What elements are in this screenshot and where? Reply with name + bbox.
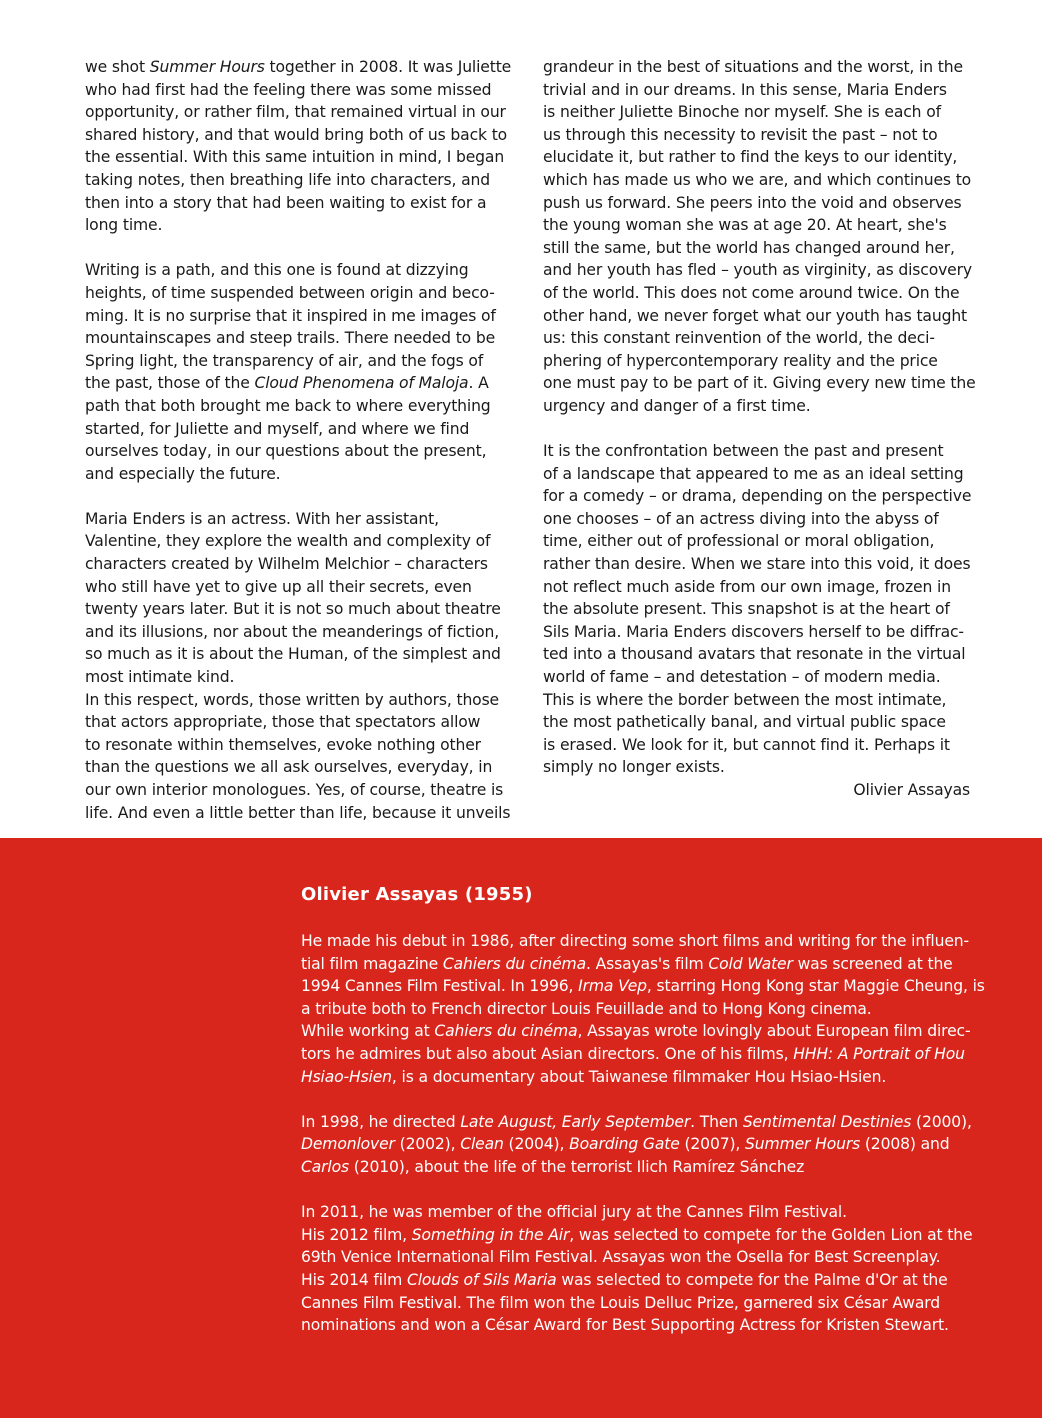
text-line: one chooses – of an actress diving into the abyss of bbox=[543, 509, 939, 528]
italic-title: Clouds of Sils Maria bbox=[406, 1270, 557, 1289]
italic-title: Late August, Early September bbox=[460, 1112, 691, 1131]
text-line: still the same, but the world has changed around her, bbox=[543, 238, 955, 257]
italic-title: Something in the Air bbox=[411, 1225, 570, 1244]
text-line: Cannes Film Festival. The film won the Louis Delluc Prize, garnered six César Award bbox=[301, 1293, 940, 1312]
text-line: tial film magazine Cahiers du cinéma. Assayas's film Cold Water was screened at the bbox=[301, 954, 953, 973]
text-line: a tribute both to French director Louis Feuillade and to Hong Kong cinema. bbox=[301, 999, 872, 1018]
text-line: we shot Summer Hours together in 2008. It was Juliette bbox=[85, 58, 512, 76]
italic-title: Carlos bbox=[301, 1157, 349, 1176]
text-line: started, for Juliette and myself, and where we find bbox=[85, 419, 470, 438]
text-line: In 2011, he was member of the official jury at the Cannes Film Festival. bbox=[301, 1203, 847, 1222]
text-line: In this respect, words, those written by authors, those bbox=[85, 690, 499, 709]
text-line: mountainscapes and steep trails. There needed to be bbox=[85, 329, 496, 348]
text-line: nominations and won a César Award for Best Supporting Actress for Kristen Stewart. bbox=[301, 1316, 949, 1335]
text-line: ted into a thousand avatars that resonate in the virtual bbox=[543, 645, 966, 664]
italic-title: Demonlover bbox=[301, 1135, 395, 1154]
text-line: our own interior monologues. Yes, of course, theatre is bbox=[85, 781, 504, 799]
text-line: and her youth has fled – youth as virginity, as discovery bbox=[543, 261, 972, 280]
text-line: While working at Cahiers du cinéma, Assayas wrote lovingly about European film direc- bbox=[301, 1022, 971, 1041]
text-line: Spring light, the transparency of air, and the fogs of bbox=[85, 351, 484, 370]
text-line: Sils Maria. Maria Enders discovers herself to be diffrac- bbox=[543, 622, 964, 641]
text-line: Carlos (2010), about the life of the terrorist Ilich Ramírez Sánchez bbox=[301, 1157, 805, 1176]
text-line: path that both brought me back to where everything bbox=[85, 396, 491, 415]
italic-title: Cold Water bbox=[708, 954, 793, 973]
text-line: It is the confrontation between the past and present bbox=[543, 442, 944, 461]
italic-title: Summer Hours bbox=[745, 1135, 861, 1154]
text-line: time, either out of professional or moral obligation, bbox=[543, 532, 935, 551]
text-line: taking notes, then breathing life into characters, and bbox=[85, 170, 491, 189]
text-line: us through this necessity to revisit the past – not to bbox=[543, 125, 938, 144]
text-line: of a landscape that appeared to me as an ideal setting bbox=[543, 464, 964, 483]
text-line: trivial and in our dreams. In this sense, Maria Enders bbox=[543, 80, 947, 99]
left-text-column bbox=[85, 56, 517, 824]
text-line: who had first had the feeling there was some missed bbox=[85, 80, 492, 99]
text-line: not reflect much aside from our own image, frozen in bbox=[543, 577, 951, 596]
text-line: Valentine, they explore the wealth and complexity of bbox=[85, 532, 491, 551]
italic-title: Summer Hours bbox=[149, 58, 265, 76]
text-line: 1994 Cannes Film Festival. In 1996, Irma Vep, starring Hong Kong star Maggie Cheung, is bbox=[301, 977, 985, 996]
text-line: which has made us who we are, and which continues to bbox=[543, 170, 972, 189]
italic-title: Sentimental Destinies bbox=[742, 1112, 912, 1131]
text-line: twenty years later. But it is not so much about theatre bbox=[85, 600, 501, 619]
text-line: opportunity, or rather film, that remained virtual in our bbox=[85, 103, 506, 122]
text-line: one must pay to be part of it. Giving every new time the bbox=[543, 374, 976, 393]
text-line: tors he admires but also about Asian directors. One of his films, HHH: A Portrait of Hou bbox=[301, 1044, 965, 1063]
text-line: us: this constant reinvention of the world, the deci- bbox=[543, 329, 935, 348]
text-line: the absolute present. This snapshot is at the heart of bbox=[543, 600, 950, 619]
text-line: ourselves today, in our questions about the present, bbox=[85, 442, 487, 461]
text-line: is erased. We look for it, but cannot find it. Perhaps it bbox=[543, 735, 950, 754]
text-line: other hand, we never forget what our youth has taught bbox=[543, 306, 968, 325]
text-line: elucidate it, but rather to find the keys to our identity, bbox=[543, 148, 958, 167]
text-line: In 1998, he directed Late August, Early September. Then Sentimental Destinies (2000), bbox=[301, 1112, 972, 1131]
italic-title: Boarding Gate bbox=[569, 1135, 680, 1154]
text-line: and its illusions, nor about the meanderings of fiction, bbox=[85, 622, 500, 641]
paragraph bbox=[543, 56, 975, 418]
text-line: 69th Venice International Film Festival. Assayas won the Osella for Best Screenplay. bbox=[301, 1248, 941, 1267]
paragraph bbox=[85, 56, 517, 237]
italic-title: HHH: A Portrait of Hou bbox=[793, 1044, 965, 1063]
paragraph bbox=[543, 440, 975, 779]
text-line: of the world. This does not come around twice. On the bbox=[543, 283, 960, 302]
text-line: simply no longer exists. bbox=[543, 758, 725, 777]
text-line: This is where the border between the most intimate, bbox=[543, 690, 947, 709]
text-line: Hsiao-Hsien, is a documentary about Taiwanese filmmaker Hou Hsiao-Hsien. bbox=[301, 1067, 887, 1086]
text-line: for a comedy – or drama, depending on the perspective bbox=[543, 487, 972, 506]
text-line: so much as it is about the Human, of the simplest and bbox=[85, 645, 501, 664]
text-line: phering of hypercontemporary reality and the price bbox=[543, 351, 938, 370]
italic-title: Cahiers du cinéma bbox=[434, 1022, 578, 1041]
biography-text bbox=[301, 930, 985, 1337]
text-line: and especially the future. bbox=[85, 464, 281, 483]
text-line: shared history, and that would bring both of us back to bbox=[85, 125, 508, 144]
text-line: is neither Juliette Binoche nor myself. She is each of bbox=[543, 103, 941, 122]
text-line: heights, of time suspended between origin and beco- bbox=[85, 283, 495, 302]
text-line: most intimate kind. bbox=[85, 668, 235, 687]
text-line: than the questions we all ask ourselves, everyday, in bbox=[85, 758, 493, 777]
text-line: Maria Enders is an actress. With her assistant, bbox=[85, 509, 439, 528]
text-line: characters created by Wilhelm Melchior – characters bbox=[85, 555, 488, 574]
text-line: long time. bbox=[85, 216, 163, 235]
text-line: the most pathetically banal, and virtual public space bbox=[543, 713, 946, 732]
italic-title: Cloud Phenomena of Maloja bbox=[254, 374, 469, 393]
text-line: world of fame – and detestation – of modern media. bbox=[543, 668, 941, 687]
text-line: then into a story that had been waiting to exist for a bbox=[85, 193, 487, 212]
paragraph bbox=[85, 259, 517, 485]
paragraph bbox=[85, 508, 517, 824]
italic-title: Clean bbox=[460, 1135, 504, 1154]
paragraph bbox=[301, 1111, 981, 1179]
text-line: His 2012 film, Something in the Air, was selected to compete for the Golden Lion at the bbox=[301, 1225, 973, 1244]
paragraph bbox=[301, 930, 985, 1088]
text-line: Writing is a path, and this one is found at dizzying bbox=[85, 261, 469, 280]
text-line: He made his debut in 1986, after directing some short films and writing for the influen- bbox=[301, 932, 969, 950]
text-line: the past, those of the Cloud Phenomena of Maloja. A bbox=[85, 374, 489, 393]
text-line: life. And even a little better than life, because it unveils bbox=[85, 803, 511, 822]
italic-title: Irma Vep bbox=[578, 977, 647, 996]
text-line: grandeur in the best of situations and the worst, in the bbox=[543, 58, 963, 76]
text-line: push us forward. She peers into the void and observes bbox=[543, 193, 962, 212]
text-line: Demonlover (2002), Clean (2004), Boarding Gate (2007), Summer Hours (2008) and bbox=[301, 1135, 950, 1154]
text-line: to resonate within themselves, evoke nothing other bbox=[85, 735, 481, 754]
text-line: ming. It is no surprise that it inspired in me images of bbox=[85, 306, 496, 325]
italic-title: Cahiers du cinéma bbox=[442, 954, 586, 973]
text-line: the young woman she was at age 20. At heart, she's bbox=[543, 216, 947, 235]
italic-title: Hsiao-Hsien bbox=[301, 1067, 392, 1086]
right-text-column bbox=[543, 56, 975, 802]
paragraph bbox=[301, 1201, 981, 1337]
text-line: that actors appropriate, those that spectators allow bbox=[85, 713, 481, 732]
biography-title: Olivier Assayas (1955) bbox=[301, 884, 533, 905]
text-line: who still have yet to give up all their secrets, even bbox=[85, 577, 472, 596]
author-signature: Olivier Assayas bbox=[853, 781, 970, 799]
text-line: His 2014 film Clouds of Sils Maria was selected to compete for the Palme d'Or at the bbox=[301, 1270, 948, 1289]
text-line: urgency and danger of a first time. bbox=[543, 396, 811, 415]
text-line: rather than desire. When we stare into this void, it does bbox=[543, 555, 971, 574]
text-line: the essential. With this same intuition in mind, I began bbox=[85, 148, 505, 167]
